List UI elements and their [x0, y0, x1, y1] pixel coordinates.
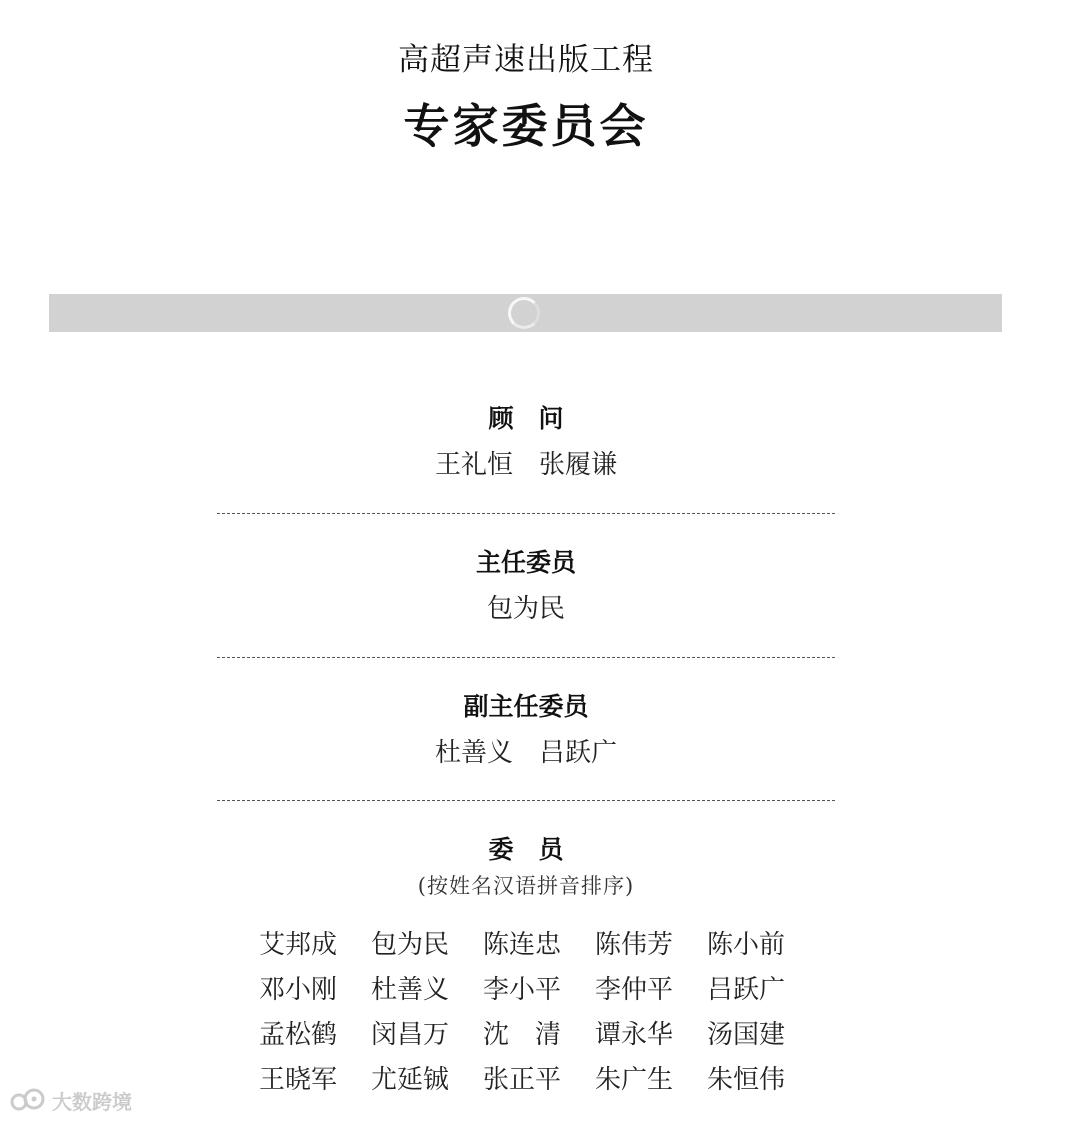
member-name: 包为民 [371, 930, 450, 960]
member-row [259, 1015, 819, 1060]
member-row [259, 1060, 819, 1105]
member-name: 陈伟芳 [595, 930, 674, 960]
loading-bar [49, 294, 1002, 332]
series-title: 高超声速出版工程 [398, 42, 654, 78]
member-name: 邓小刚 [259, 975, 338, 1005]
section-heading: 顾 问 [488, 404, 564, 433]
member-name: 尤延铖 [371, 1065, 450, 1095]
member-name: 朱恒伟 [707, 1065, 786, 1095]
member-name: 陈连忠 [483, 930, 562, 960]
section-names: 包为民 [486, 594, 565, 624]
member-name: 李小平 [483, 975, 562, 1005]
section-advisors [0, 402, 1052, 483]
section-chair [0, 546, 1052, 627]
member-name: 汤国建 [707, 1020, 786, 1050]
section-names: 杜善义 吕跃广 [434, 738, 617, 768]
members-grid [259, 925, 819, 1105]
member-name: 吕跃广 [707, 975, 786, 1005]
loading-spinner-icon [508, 297, 540, 329]
sort-note: (按姓名汉语拼音排序) [417, 874, 635, 898]
member-name: 闵昌万 [371, 1020, 450, 1050]
member-row [259, 970, 819, 1015]
member-name: 孟松鹤 [259, 1020, 338, 1050]
watermark [10, 1086, 132, 1115]
divider [217, 513, 835, 514]
member-name: 张正平 [483, 1065, 562, 1095]
divider [217, 657, 835, 658]
section-members [0, 833, 1052, 901]
section-heading: 副主任委员 [463, 692, 589, 721]
member-name: 陈小前 [707, 930, 786, 960]
section-names: 王礼恒 张履谦 [434, 450, 617, 480]
member-name: 朱广生 [595, 1065, 674, 1095]
section-heading: 委 员 [488, 835, 564, 864]
member-name: 沈 清 [483, 1020, 562, 1050]
section-vice-chair [0, 690, 1052, 771]
member-name: 艾邦成 [259, 930, 338, 960]
member-name: 王晓军 [259, 1065, 338, 1095]
member-name: 谭永华 [595, 1020, 674, 1050]
watermark-text: 大数跨境 [52, 1090, 132, 1114]
member-name: 杜善义 [371, 975, 450, 1005]
logo-icon [10, 1088, 48, 1114]
section-heading: 主任委员 [475, 548, 576, 577]
committee-title: 专家委员会 [403, 99, 649, 153]
divider [217, 800, 835, 801]
member-row [259, 925, 819, 970]
member-name: 李仲平 [595, 975, 674, 1005]
